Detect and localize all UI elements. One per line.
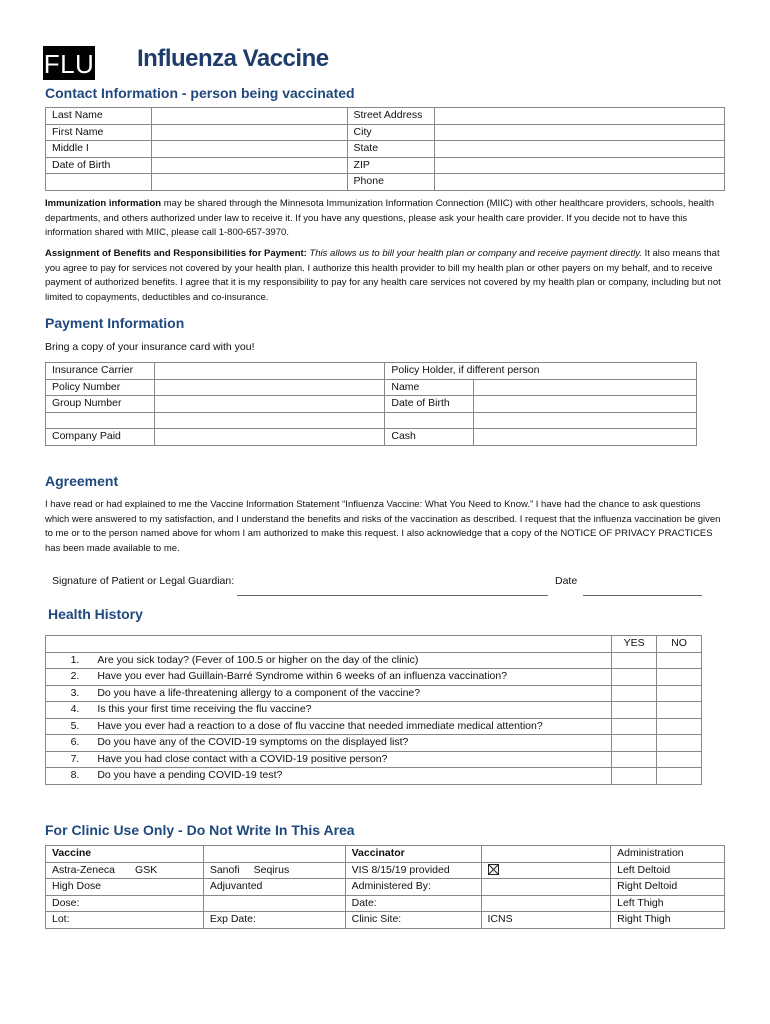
date-of-birth-field[interactable] [151, 157, 347, 174]
label-phone: Phone [347, 174, 434, 191]
vaccinator-header-blank [481, 846, 611, 863]
label-holder-name: Name [385, 379, 474, 396]
label-group-number: Group Number [46, 396, 155, 413]
payment-blank-label-2 [385, 412, 474, 429]
site-right-deltoid[interactable]: Right Deltoid [611, 879, 725, 896]
first-name-field[interactable] [151, 124, 347, 141]
agreement-heading: Agreement [45, 473, 119, 489]
manufacturer-cell-1[interactable] [46, 862, 204, 879]
immunization-lead: Immunization information [45, 198, 162, 209]
assignment-text: It also means that you agree to pay for services not covered by your health plan. I authorize this health provider to bill my health plan or other payers on my behalf, and to receive payment of authorized benefits. I agree that it is my responsibility to pay for any health care services not covered by my health plan or company, including but not limited to copayments, deductibles and co-insurance. [45, 248, 721, 303]
exp-date-label: Exp Date: [203, 912, 345, 929]
answer-yes-cell[interactable] [612, 718, 657, 735]
holder-name-field[interactable] [474, 379, 697, 396]
agreement-text: I have read or had explained to me the Vaccine Information Statement “Influenza Vaccine: What You Need to Know.” I have had the chance to ask questions which were answered to my satisfaction, and I understand the benefits and risks of the vaccination as described. I request that the influenza vaccination be given to me or to the person named above for whom I am authorized to make this request. I also acknowledge that a copy of the NOTICE OF PRIVACY PRACTICES has been made available to me. [45, 499, 721, 554]
label-date-of-birth: Date of Birth [46, 157, 152, 174]
cash-field[interactable] [474, 429, 697, 446]
vis-provided-label: VIS 8/15/19 provided [345, 862, 481, 879]
vaccine-header: Vaccine [46, 846, 204, 863]
health-question-row [46, 652, 702, 669]
label-policy-number: Policy Number [46, 379, 155, 396]
extra-field[interactable] [151, 174, 347, 191]
question-text: Do you have a pending COVID-19 test? [91, 768, 611, 785]
site-left-deltoid[interactable]: Left Deltoid [611, 862, 725, 879]
clinic-site-label: Clinic Site: [345, 912, 481, 929]
company-paid-field[interactable] [154, 429, 384, 446]
label-blank [46, 174, 152, 191]
administration-header: Administration [611, 846, 725, 863]
holder-dob-field[interactable] [474, 396, 697, 413]
answer-no-cell[interactable] [657, 751, 702, 768]
answer-no-cell[interactable] [657, 669, 702, 686]
answer-no-cell[interactable] [657, 702, 702, 719]
answer-yes-cell[interactable] [612, 768, 657, 785]
answer-no-cell[interactable] [657, 652, 702, 669]
label-street-address: Street Address [347, 108, 434, 125]
page-title: Influenza Vaccine [137, 45, 329, 72]
group-number-field[interactable] [154, 396, 384, 413]
health-question-row [46, 718, 702, 735]
flu-badge: FLU [43, 46, 95, 80]
contact-table [45, 107, 725, 191]
vaccine-header-blank [203, 846, 345, 863]
astra-zeneca-option: Astra-Zeneca [52, 863, 116, 876]
vis-checkbox-cell[interactable] [481, 862, 611, 879]
label-state: State [347, 141, 434, 158]
health-history-heading: Health History [48, 606, 143, 622]
payment-table [45, 362, 697, 446]
answer-yes-cell[interactable] [612, 702, 657, 719]
question-number: 5. [46, 718, 92, 735]
health-question-row [46, 735, 702, 752]
signature-line[interactable] [237, 594, 548, 596]
question-text: Have you ever had Guillain-Barré Syndrome within 6 weeks of an influenza vaccination? [91, 669, 611, 686]
manufacturer-cell-2[interactable] [203, 862, 345, 879]
clinic-use-table [45, 845, 725, 929]
label-holder-dob: Date of Birth [385, 396, 474, 413]
payment-blank-label [46, 412, 155, 429]
contact-heading: Contact Information - person being vaccinated [45, 85, 355, 101]
icns-label: ICNS [481, 912, 611, 929]
question-text: Are you sick today? (Fever of 100.5 or higher on the day of the clinic) [91, 652, 611, 669]
question-text: Have you had close contact with a COVID-19 positive person? [91, 751, 611, 768]
answer-yes-cell[interactable] [612, 735, 657, 752]
adjuvanted-option[interactable]: Adjuvanted [203, 879, 345, 896]
seqirus-option: Seqirus [253, 863, 290, 876]
question-number: 7. [46, 751, 92, 768]
health-question-row [46, 768, 702, 785]
label-last-name: Last Name [46, 108, 152, 125]
label-insurance-carrier: Insurance Carrier [46, 363, 155, 380]
label-zip: ZIP [347, 157, 434, 174]
health-question-row [46, 669, 702, 686]
assignment-lead: Assignment of Benefits and Responsibilities for Payment: [45, 248, 307, 259]
no-column-header: NO [657, 636, 702, 653]
site-right-thigh[interactable]: Right Thigh [611, 912, 725, 929]
sanofi-option: Sanofi [209, 863, 240, 876]
question-text: Have you ever had a reaction to a dose of flu vaccine that needed immediate medical attention? [91, 718, 611, 735]
label-city: City [347, 124, 434, 141]
question-number: 3. [46, 685, 92, 702]
payment-blank-field-2[interactable] [474, 412, 697, 429]
policy-number-field[interactable] [154, 379, 384, 396]
health-question-row [46, 751, 702, 768]
health-history-table [45, 635, 702, 785]
question-text: Do you have any of the COVID-19 symptoms on the displayed list? [91, 735, 611, 752]
date-field-label: Date: [345, 895, 481, 912]
state-field[interactable] [434, 141, 724, 158]
vaccinator-header: Vaccinator [345, 846, 481, 863]
date-field[interactable] [481, 895, 611, 912]
label-first-name: First Name [46, 124, 152, 141]
date-line[interactable] [583, 594, 702, 596]
answer-yes-cell[interactable] [612, 751, 657, 768]
label-policy-holder: Policy Holder, if different person [385, 363, 697, 380]
label-middle-initial: Middle I [46, 141, 152, 158]
question-text: Is this your first time receiving the flu vaccine? [91, 702, 611, 719]
answer-yes-cell[interactable] [612, 652, 657, 669]
city-field[interactable] [434, 124, 724, 141]
date-label: Date [555, 575, 578, 587]
zip-field[interactable] [434, 157, 724, 174]
answer-yes-cell[interactable] [612, 669, 657, 686]
signature-label: Signature of Patient or Legal Guardian: [52, 575, 235, 587]
administered-by-label: Administered By: [345, 879, 481, 896]
question-number: 4. [46, 702, 92, 719]
answer-no-cell[interactable] [657, 685, 702, 702]
immunization-paragraph [45, 197, 725, 241]
assignment-italic: This allows us to bill your health plan or company and receive payment directly. [306, 248, 642, 259]
assignment-paragraph [45, 247, 725, 305]
administered-by-field[interactable] [481, 879, 611, 896]
health-header-blank [46, 636, 612, 653]
label-cash: Cash [385, 429, 474, 446]
dose-label: Dose: [46, 895, 204, 912]
insurance-carrier-field[interactable] [154, 363, 384, 380]
answer-no-cell[interactable] [657, 768, 702, 785]
answer-no-cell[interactable] [657, 718, 702, 735]
site-left-thigh[interactable]: Left Thigh [611, 895, 725, 912]
middle-initial-field[interactable] [151, 141, 347, 158]
health-question-row [46, 702, 702, 719]
question-number: 1. [46, 652, 92, 669]
clinic-use-heading: For Clinic Use Only - Do Not Write In This Area [45, 822, 355, 838]
yes-column-header: YES [612, 636, 657, 653]
last-name-field[interactable] [151, 108, 347, 125]
lot-label: Lot: [46, 912, 204, 929]
payment-heading: Payment Information [45, 315, 185, 331]
dose-field[interactable] [203, 895, 345, 912]
phone-field[interactable] [434, 174, 724, 191]
answer-yes-cell[interactable] [612, 685, 657, 702]
question-number: 8. [46, 768, 92, 785]
health-question-row [46, 685, 702, 702]
street-address-field[interactable] [434, 108, 724, 125]
insurance-card-note: Bring a copy of your insurance card with you! [45, 341, 255, 353]
checked-box-icon[interactable] [488, 864, 499, 875]
high-dose-option[interactable]: High Dose [46, 879, 204, 896]
gsk-option: GSK [135, 863, 158, 876]
question-number: 2. [46, 669, 92, 686]
answer-no-cell[interactable] [657, 735, 702, 752]
question-number: 6. [46, 735, 92, 752]
immunization-text: may be shared through the Minnesota Immunization Information Connection (MIIC) with other healthcare providers, schools, health departments, and others authorized under law to receive it. If you have any questions, please ask your health care provider. If you decide not to have this information shared with MIIC, please call 1-800-657-3970. [45, 198, 714, 238]
payment-blank-field[interactable] [154, 412, 384, 429]
question-text: Do you have a life-threatening allergy to a component of the vaccine? [91, 685, 611, 702]
label-company-paid: Company Paid [46, 429, 155, 446]
